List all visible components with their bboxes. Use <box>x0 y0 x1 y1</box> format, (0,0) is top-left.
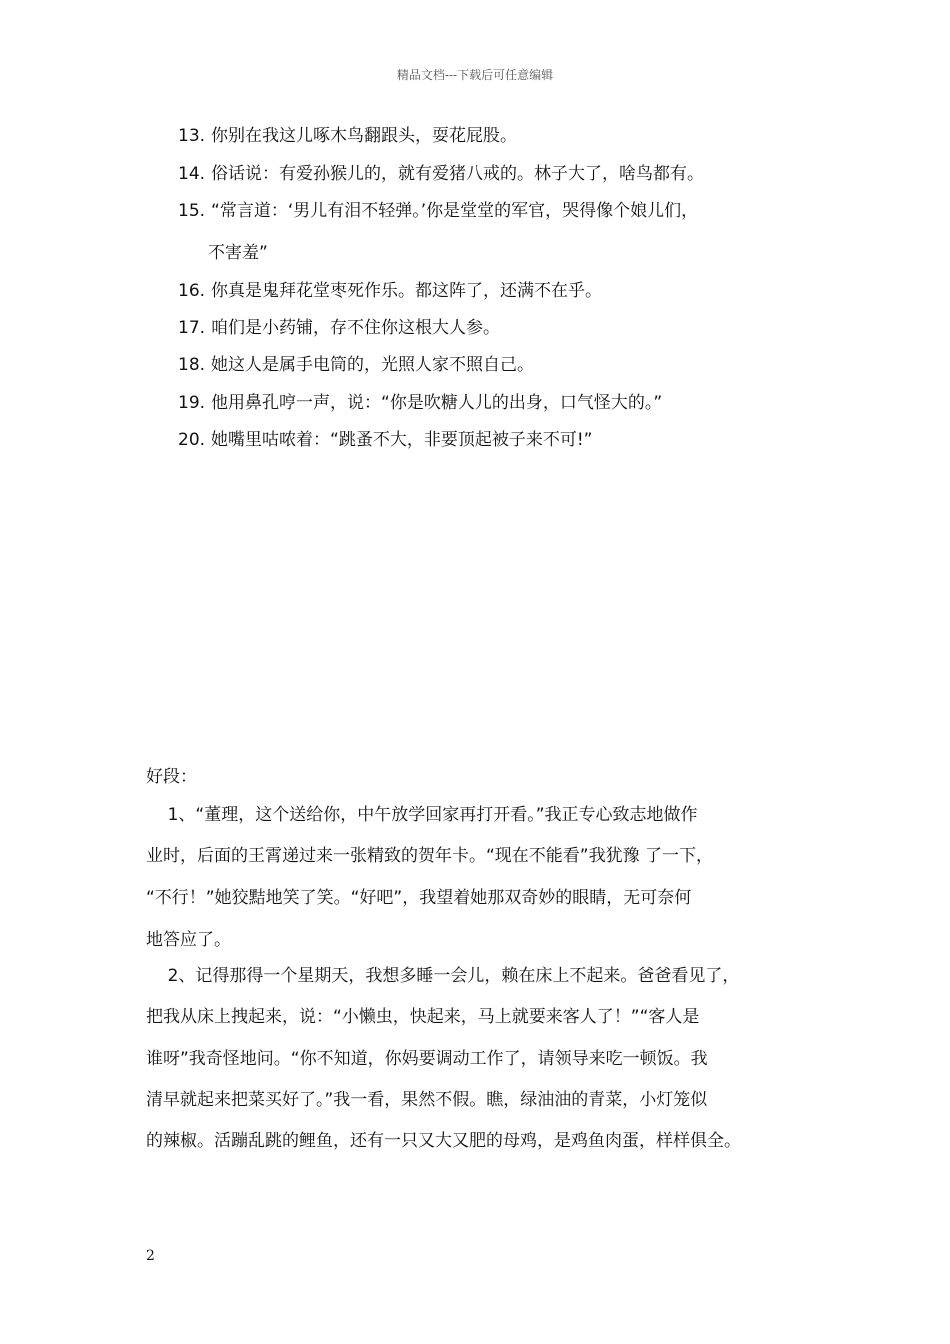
list-item <box>178 201 698 221</box>
item-text: “常言道：‘男儿有泪不轻弹。’你是堂堂的军官，哭得像个娘儿们， <box>211 201 699 221</box>
item-text: 他用鼻孔哼一声，说：“你是吹糖人儿的出身，口气怪大的。” <box>211 393 663 413</box>
paragraph-line: 1、“董理，这个送给你，中午放学回家再打开看。”我正专心致志地做作 <box>146 805 698 825</box>
item-text-continuation: 不害羞” <box>208 243 268 263</box>
item-text: 她这人是属手电筒的，光照人家不照自己。 <box>211 355 535 375</box>
page-header: 精品文档---下载后可任意编辑 <box>396 68 554 82</box>
paragraph-line: 把我从床上拽起来，说：“小懒虫，快起来，马上就要来客人了！”“客人是 <box>146 1007 700 1027</box>
item-number: 15. <box>178 201 206 221</box>
item-number: 19. <box>178 393 206 413</box>
paragraph-line: 地答应了。 <box>146 930 231 950</box>
item-text: 咱们是小药铺，存不住你这根大人参。 <box>211 318 501 338</box>
item-number: 18. <box>178 355 206 375</box>
list-item <box>178 355 534 375</box>
paragraph-line: 2、记得那得一个星期天，我想多睡一会儿，赖在床上不起来。爸爸看见了， <box>146 966 740 986</box>
page-number: 2 <box>146 1248 155 1264</box>
item-number: 13. <box>178 126 206 146</box>
item-text: 她嘴里咕哝着：“跳蚤不大，非要顶起被子来不可!” <box>211 430 593 450</box>
section-title: 好段： <box>146 767 197 787</box>
paragraph-line: 谁呀”我奇怪地问。“你不知道，你妈要调动工作了，请领导来吃一顿饭。我 <box>146 1049 708 1069</box>
item-number: 17. <box>178 318 206 338</box>
item-text: 你真是鬼拜花堂枣死作乐。都这阵了，还满不在乎。 <box>211 281 603 301</box>
item-text: 俗话说：有爱孙猴儿的，就有爱猪八戒的。林子大了，啥鸟都有。 <box>211 164 705 184</box>
item-text: 你别在我这儿啄木鸟翻跟头，耍花屁股。 <box>211 126 518 146</box>
list-item <box>178 126 517 146</box>
list-item <box>178 318 500 338</box>
list-item <box>178 393 662 413</box>
list-item <box>178 281 602 301</box>
paragraph-line: 业时，后面的王霄递过来一张精致的贺年卡。“现在不能看”我犹豫 了一下， <box>146 846 714 866</box>
paragraph-line: 的辣椒。活蹦乱跳的鲤鱼，还有一只又大又肥的母鸡，是鸡鱼肉蛋，样样俱全。 <box>146 1131 741 1151</box>
list-item <box>178 164 704 184</box>
list-item <box>178 430 592 450</box>
paragraph-line: “不行！”她狡黠地笑了笑。“好吧”，我望着她那双奇妙的眼睛，无可奈何 <box>146 888 692 908</box>
paragraph-line: 清早就起来把菜买好了。”我一看，果然不假。瞧，绿油油的青菜，小灯笼似 <box>146 1090 708 1110</box>
item-number: 16. <box>178 281 206 301</box>
item-number: 14. <box>178 164 206 184</box>
item-number: 20. <box>178 430 206 450</box>
